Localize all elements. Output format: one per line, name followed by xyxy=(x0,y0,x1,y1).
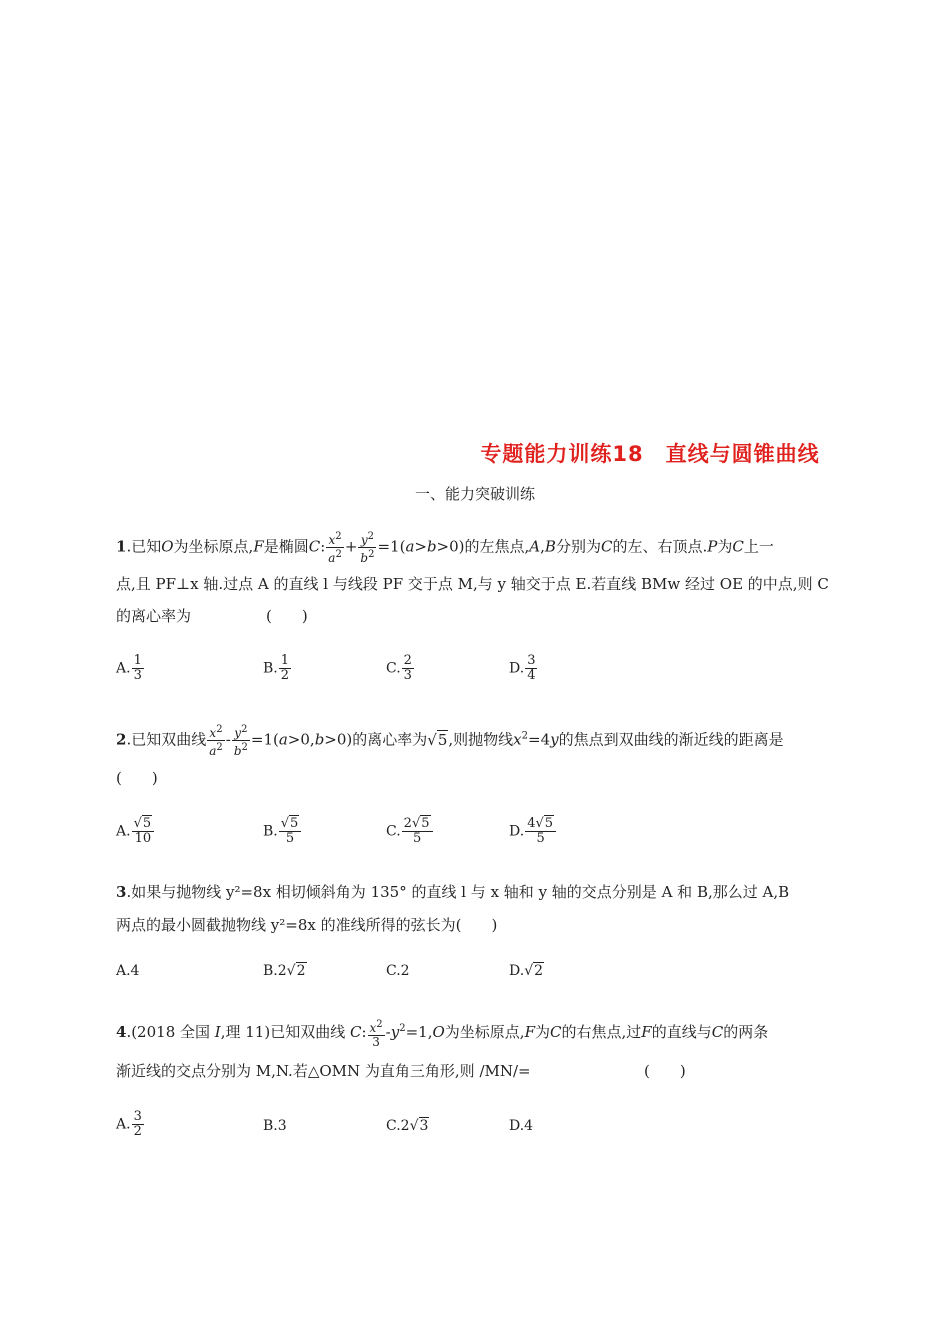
q1-line-1: 1.已知O为坐标原点,F是椭圆C: $\frac{x^2}{a^2}$ + $\frac{y^2}{b^2}$ =1(a>b>0)的左焦点,A,B分别为C的左、右顶点.P为C上一 xyxy=(116,531,774,565)
q3-option-d[interactable]: D.√2 xyxy=(509,963,544,979)
q1-option-d[interactable]: D. $\frac{3}{4}$ xyxy=(509,653,536,683)
q1-line-2: 点,且 PF⊥x 轴.过点 A 的直线 l 与线段 PF 交于点 M,与 y 轴交于点 E.若直线 BMw 经过 OE 的中点,则 C xyxy=(116,575,829,593)
q1-frac-y: $\frac{y^2}{b^2}$ xyxy=(360,531,375,565)
q3-number: 3 xyxy=(116,883,127,901)
q2-option-d[interactable]: D. $\frac{4√5}{5}$ xyxy=(509,817,557,846)
q3-line-1: 3.如果与抛物线 y²=8x 相切倾斜角为 135° 的直线 l 与 x 轴和 y 轴的交点分别是 A 和 B,那么过 A,B xyxy=(116,883,790,901)
q2-option-b[interactable]: B. $\frac{√5}{5}$ xyxy=(263,817,302,846)
q4-option-b[interactable]: B.3 xyxy=(263,1118,287,1134)
q2-line-1: 2.已知双曲线 $\frac{x^2}{a^2}$ - $\frac{y^2}{b^2}$ =1(a>0,b>0)的离心率为√5,则抛物线$x^2=4y$的焦点到双曲线的渐近线的距离是 xyxy=(116,724,784,758)
q4-line-1: 4.(2018 全国 I,理 11)已知双曲线 C: $\frac{x^2}{3}$ $-y^2=1,O$为坐标原点,F为C的右焦点,过F的直线与C的两条 xyxy=(116,1018,769,1049)
q4-frac-x: $\frac{x^2}{3}$ xyxy=(369,1018,383,1049)
q1-option-a[interactable]: A. $\frac{1}{3}$ xyxy=(116,653,142,683)
q3-line-2: 两点的最小圆截抛物线 y²=8x 的准线所得的弦长为( ) xyxy=(116,916,498,934)
q2-frac-y: $\frac{y^2}{b^2}$ xyxy=(233,724,248,758)
q4-option-a[interactable]: A. $\frac{3}{2}$ xyxy=(116,1109,142,1139)
q4-line-2: 渐近线的交点分别为 M,N.若△OMN 为直角三角形,则 /MN/= ( ) xyxy=(116,1059,840,1083)
q1-line-3: 的离心率为 ( ) xyxy=(116,604,840,628)
page-title: 专题能力训练18 直线与圆锥曲线 xyxy=(480,442,820,466)
q4-number: 4 xyxy=(116,1023,127,1041)
q1-answer-paren: ( ) xyxy=(266,607,308,625)
q1-number: 1 xyxy=(116,537,127,556)
q4-answer-paren: ( ) xyxy=(644,1062,686,1080)
q3-option-c[interactable]: C.2 xyxy=(386,963,410,979)
q2-frac-x: $\frac{x^2}{a^2}$ xyxy=(209,724,223,758)
q3-option-b[interactable]: B.2√2 xyxy=(263,963,306,979)
q2-option-c[interactable]: C. $\frac{2√5}{5}$ xyxy=(386,817,434,846)
q4-option-c[interactable]: C.2√3 xyxy=(386,1118,429,1134)
q1-option-b[interactable]: B. $\frac{1}{2}$ xyxy=(263,653,290,683)
q2-answer-paren: ( ) xyxy=(116,769,158,787)
q2-sqrt: √5 xyxy=(427,730,448,749)
q2-option-a[interactable]: A. $\frac{√5}{10}$ xyxy=(116,817,155,846)
q2-number: 2 xyxy=(116,730,127,749)
section-title: 一、能力突破训练 xyxy=(414,485,535,503)
q3-option-a[interactable]: A.4 xyxy=(116,963,140,979)
q1-option-c[interactable]: C. $\frac{2}{3}$ xyxy=(386,653,412,683)
q1-frac-x: $\frac{x^2}{a^2}$ xyxy=(328,531,342,565)
q4-option-d[interactable]: D.4 xyxy=(509,1118,534,1134)
